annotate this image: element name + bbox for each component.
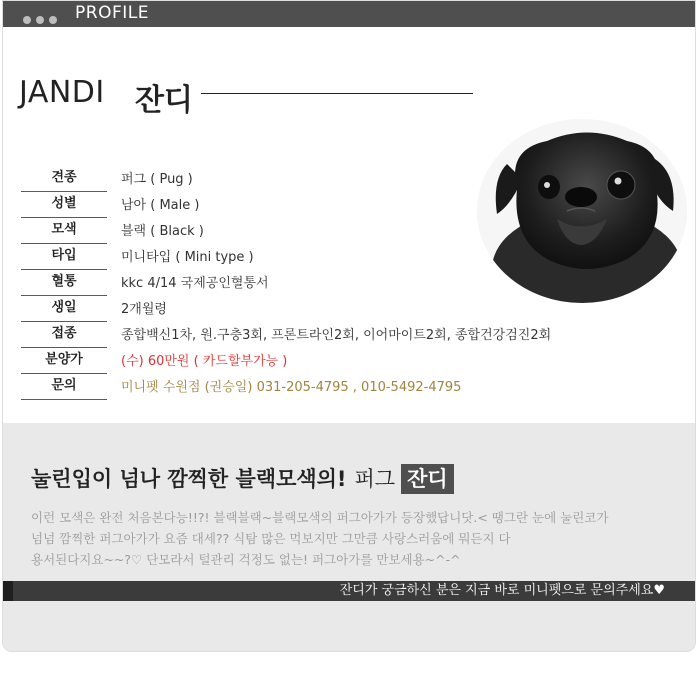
info-key: 접종 xyxy=(21,323,107,348)
info-row xyxy=(21,219,621,245)
info-key: 모색 xyxy=(21,219,107,244)
cta-bar xyxy=(3,581,695,601)
info-key: 생일 xyxy=(21,297,107,322)
description-line: 이런 모색은 완전 처음본다능!!?! 블랙블랙~블랙모색의 퍼그아가가 등장했답니닷.< 땡그란 눈에 눌린코가 xyxy=(31,510,609,525)
headline-name-badge: 잔디 xyxy=(401,464,454,494)
profile-card xyxy=(2,0,696,652)
dot-icon xyxy=(49,16,57,24)
info-value: 퍼그 ( Pug ) xyxy=(121,172,193,187)
info-row xyxy=(21,297,621,323)
info-row xyxy=(21,323,621,349)
description-line: 넘넘 깜찍한 퍼그아가가 요즘 대세?? 식탐 많은 먹보지만 그만큼 사랑스러움에 뭐든지 다 xyxy=(31,531,511,546)
cta-edge xyxy=(3,581,13,601)
price-value: (수) 60만원 ( 카드할부가능 ) xyxy=(121,354,288,369)
info-row xyxy=(21,167,621,193)
info-value: 블랙 ( Black ) xyxy=(121,224,204,239)
name-english: JANDI xyxy=(19,75,105,110)
feature-panel xyxy=(3,423,695,651)
window-dots xyxy=(23,9,62,28)
info-key: 혈통 xyxy=(21,271,107,296)
headline-plain: 퍼그 xyxy=(354,467,396,491)
info-value: 남아 ( Male ) xyxy=(121,198,200,213)
dot-icon xyxy=(36,16,44,24)
contact-value[interactable]: 미니펫 수원점 (권승일) 031-205-4795 , 010-5492-4795 xyxy=(121,380,462,395)
info-key: 분양가 xyxy=(21,349,107,374)
info-key: 문의 xyxy=(21,375,107,400)
info-row xyxy=(21,245,621,271)
info-key: 견종 xyxy=(21,167,107,192)
dot-icon xyxy=(23,16,31,24)
description-line: 용서된다지요~~?♡ 단모라서 털관리 걱정도 없는! 퍼그아가를 만보세용~^-^ xyxy=(31,552,461,567)
info-value: 2개월령 xyxy=(121,302,167,317)
info-value: kkc 4/14 국제공인혈통서 xyxy=(121,276,269,291)
info-row-contact xyxy=(21,375,621,401)
name-underline xyxy=(201,93,473,94)
headline-bold: 눌린입이 넘나 깜찍한 블랙모색의! xyxy=(31,467,347,491)
feature-description xyxy=(31,507,671,570)
info-value: 미니타입 ( Mini type ) xyxy=(121,250,254,265)
cta-text[interactable]: 잔디가 궁금하신 분은 지금 바로 미니펫으로 문의주세요♥ xyxy=(339,583,665,598)
header-title: PROFILE xyxy=(75,3,149,23)
info-row-price xyxy=(21,349,621,375)
info-row xyxy=(21,271,621,297)
profile-header-bar xyxy=(3,1,695,27)
name-korean: 잔디 xyxy=(135,83,193,118)
info-row xyxy=(21,193,621,219)
feature-headline xyxy=(31,463,454,494)
info-value: 종합백신1차, 원.구충3회, 프론트라인2회, 이어마이트2회, 종합건강검진2회 xyxy=(121,328,552,343)
info-key: 타입 xyxy=(21,245,107,270)
info-key: 성별 xyxy=(21,193,107,218)
